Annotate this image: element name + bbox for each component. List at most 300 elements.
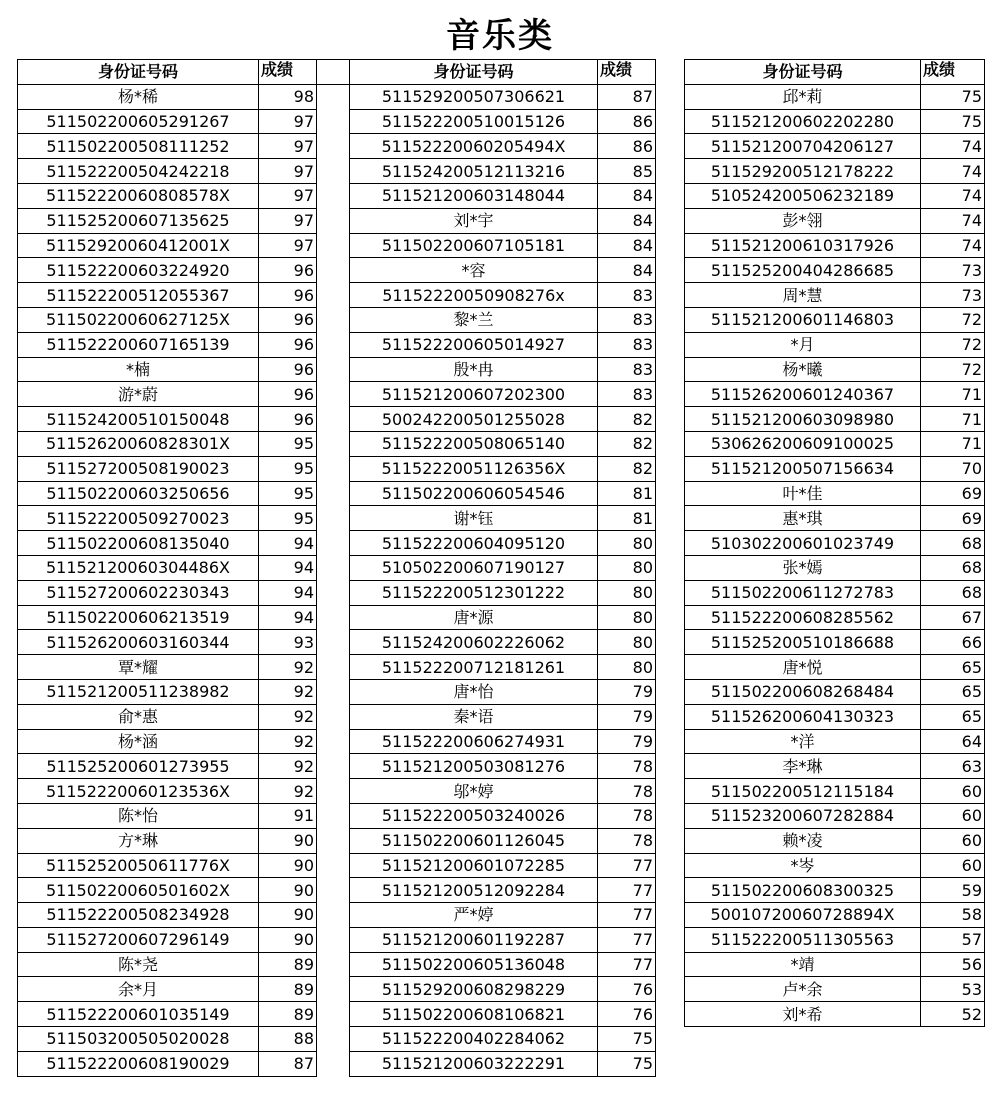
table-row [685,853,985,878]
column-gap [317,555,350,580]
table-row [350,134,656,159]
score-cell: 92 [259,754,317,779]
table-row [350,382,656,407]
column-gap [317,506,350,531]
id-cell: 511522200603224920 [18,258,259,283]
score-cell: 75 [598,1051,656,1076]
id-cell: 51152220051126356X [350,456,598,481]
table-row [18,84,350,109]
id-cell: *岑 [685,853,921,878]
table-row [350,580,656,605]
column-gap [317,754,350,779]
id-cell: 511521200603148044 [350,183,598,208]
score-cell: 52 [921,1002,985,1027]
id-cell: 511527200602230343 [18,580,259,605]
score-cell: 97 [259,109,317,134]
table-row [18,903,350,928]
id-cell: 唐*怡 [350,679,598,704]
table-row [18,283,350,308]
id-cell: 余*月 [18,977,259,1002]
id-cell: 511527200607296149 [18,927,259,952]
table-row [685,307,985,332]
score-table-2 [349,59,656,1077]
score-cell: 83 [598,332,656,357]
table-row [685,952,985,977]
score-cell: 89 [259,1002,317,1027]
table-row [350,208,656,233]
id-cell: 511522200512055367 [18,283,259,308]
id-cell: 51150220060501602X [18,878,259,903]
score-cell: 76 [598,1002,656,1027]
table-row [685,580,985,605]
score-cell: 89 [259,977,317,1002]
score-cell: 95 [259,506,317,531]
id-cell: 510302200601023749 [685,531,921,556]
table-row [18,704,350,729]
score-cell: 84 [598,183,656,208]
table-row [350,456,656,481]
id-cell: 彭*翎 [685,208,921,233]
table-row [350,1002,656,1027]
score-cell: 67 [921,605,985,630]
score-cell: 86 [598,134,656,159]
id-cell: 51152220050908276x [350,283,598,308]
id-cell: 殷*冉 [350,357,598,382]
score-cell: 80 [598,580,656,605]
score-cell: 94 [259,555,317,580]
id-cell: 511522200604095120 [350,531,598,556]
score-cell: 57 [921,927,985,952]
score-cell: 76 [598,977,656,1002]
table-row [350,605,656,630]
table-row [685,803,985,828]
id-cell: 511521200610317926 [685,233,921,258]
column-gap [317,977,350,1002]
score-cell: 83 [598,307,656,332]
id-cell: 51150220060627125X [18,307,259,332]
id-cell: 陈*怡 [18,803,259,828]
table-row [685,456,985,481]
table-row [685,357,985,382]
score-header: 成绩 [921,60,985,85]
score-cell: 79 [598,679,656,704]
id-cell: 511522200712181261 [350,655,598,680]
score-cell: 87 [259,1051,317,1076]
id-cell: 511527200508190023 [18,456,259,481]
id-cell: 陈*尧 [18,952,259,977]
id-header: 身份证号码 [350,60,598,85]
table-row [685,679,985,704]
id-cell: 俞*惠 [18,704,259,729]
table-row [350,1051,656,1076]
column-gap [317,704,350,729]
column-gap [317,952,350,977]
id-cell: 511522200508065140 [350,431,598,456]
table-row [685,183,985,208]
column-gap [317,853,350,878]
table-row [350,307,656,332]
id-cell: 511522200511305563 [685,927,921,952]
id-cell: 511503200505020028 [18,1027,259,1052]
id-cell: 511525200404286685 [685,258,921,283]
score-cell: 79 [598,729,656,754]
id-cell: 511521200601072285 [350,853,598,878]
score-cell: 80 [598,605,656,630]
id-cell: 511529200608298229 [350,977,598,1002]
score-table-3 [684,59,985,1027]
table-row [350,407,656,432]
id-cell: 惠*琪 [685,506,921,531]
score-cell: 84 [598,208,656,233]
column-gap [317,878,350,903]
column-gap [317,382,350,407]
score-cell: 94 [259,580,317,605]
column-gap [317,60,350,85]
table-row [18,357,350,382]
id-cell: 510524200506232189 [685,183,921,208]
score-cell: 84 [598,233,656,258]
id-cell: 511522200510015126 [350,109,598,134]
table-row [18,853,350,878]
table-row [350,332,656,357]
id-cell: 游*蔚 [18,382,259,407]
column-gap [317,456,350,481]
score-cell: 92 [259,655,317,680]
column-gap [317,481,350,506]
id-cell: 511502200608300325 [685,878,921,903]
score-cell: 64 [921,729,985,754]
table-row [18,754,350,779]
id-cell: 杨*曦 [685,357,921,382]
table-row [18,952,350,977]
id-cell: 511522200606274931 [350,729,598,754]
score-cell: 90 [259,903,317,928]
id-cell: 511521200602202280 [685,109,921,134]
score-cell: 70 [921,456,985,481]
score-cell: 71 [921,431,985,456]
score-cell: 90 [259,927,317,952]
id-cell: 方*琳 [18,828,259,853]
table-row [18,580,350,605]
id-cell: 511524200512113216 [350,159,598,184]
table-row [350,655,656,680]
score-cell: 80 [598,630,656,655]
id-cell: 511522200512301222 [350,580,598,605]
id-cell: *靖 [685,952,921,977]
table-row [18,977,350,1002]
id-cell: 51152220060123536X [18,779,259,804]
id-cell: 511521200601146803 [685,307,921,332]
id-cell: 511502200606213519 [18,605,259,630]
id-cell: 严*婷 [350,903,598,928]
score-cell: 75 [921,84,985,109]
score-cell: 85 [598,159,656,184]
id-cell: 谢*钰 [350,506,598,531]
id-cell: 510502200607190127 [350,555,598,580]
score-cell: 98 [259,84,317,109]
table-row [685,655,985,680]
table-row [350,878,656,903]
id-cell: 511526200603160344 [18,630,259,655]
table-row [350,927,656,952]
score-cell: 68 [921,531,985,556]
score-cell: 69 [921,481,985,506]
id-cell: 511521200601192287 [350,927,598,952]
table-row [685,555,985,580]
score-cell: 81 [598,506,656,531]
score-cell: 78 [598,779,656,804]
table-row [685,208,985,233]
score-cell: 78 [598,828,656,853]
score-cell: 97 [259,208,317,233]
column-gap [317,183,350,208]
id-cell: 511502200608135040 [18,531,259,556]
table-row [18,878,350,903]
column-gap [317,431,350,456]
column-gap [317,803,350,828]
id-cell: 511525200601273955 [18,754,259,779]
table-row [350,506,656,531]
table-row [685,109,985,134]
table-row [350,803,656,828]
table-row [685,903,985,928]
score-cell: 82 [598,456,656,481]
table-row [18,655,350,680]
id-cell: 唐*悦 [685,655,921,680]
table-row [685,630,985,655]
id-cell: *楠 [18,357,259,382]
score-cell: 60 [921,853,985,878]
column-gap [317,109,350,134]
score-cell: 96 [259,382,317,407]
id-cell: 511521200603098980 [685,407,921,432]
score-cell: 75 [598,1027,656,1052]
table-row [685,332,985,357]
score-cell: 74 [921,159,985,184]
score-cell: 74 [921,183,985,208]
table-row [685,704,985,729]
id-cell: 511502200606054546 [350,481,598,506]
table-row [18,109,350,134]
id-cell: 511522200605014927 [350,332,598,357]
table-row [350,1027,656,1052]
score-cell: 90 [259,828,317,853]
id-cell: 卢*余 [685,977,921,1002]
id-cell: 唐*源 [350,605,598,630]
score-cell: 88 [259,1027,317,1052]
id-cell: *洋 [685,729,921,754]
score-cell: 74 [921,233,985,258]
table-row [18,605,350,630]
id-header: 身份证号码 [685,60,921,85]
column-gap [317,828,350,853]
id-cell: 511522200608285562 [685,605,921,630]
score-cell: 79 [598,704,656,729]
score-cell: 95 [259,456,317,481]
id-cell: 51152220060808578X [18,183,259,208]
id-cell: 511502200603250656 [18,481,259,506]
table-row [350,431,656,456]
table-row [18,481,350,506]
score-cell: 65 [921,704,985,729]
score-cell: 92 [259,729,317,754]
table-row [685,754,985,779]
table-row [18,927,350,952]
column-gap [317,531,350,556]
score-cell: 95 [259,481,317,506]
table-row [18,803,350,828]
table-row [18,779,350,804]
score-cell: 87 [598,84,656,109]
id-cell: 51152620060828301X [18,431,259,456]
table-row [18,307,350,332]
id-cell: 张*嫣 [685,555,921,580]
column-gap [317,159,350,184]
table-row [18,555,350,580]
table-row [685,283,985,308]
score-cell: 59 [921,878,985,903]
score-cell: 90 [259,878,317,903]
table-row [685,779,985,804]
score-cell: 94 [259,531,317,556]
id-cell: 51152220060205494X [350,134,598,159]
id-cell: 511522200402284062 [350,1027,598,1052]
score-cell: 77 [598,903,656,928]
id-header: 身份证号码 [18,60,259,85]
table-row [350,555,656,580]
id-cell: 邱*莉 [685,84,921,109]
score-cell: 65 [921,655,985,680]
table-row [685,159,985,184]
score-cell: 96 [259,407,317,432]
table-row [18,159,350,184]
id-cell: 51152920060412001X [18,233,259,258]
score-cell: 72 [921,332,985,357]
id-cell: 511521200704206127 [685,134,921,159]
table-row [18,431,350,456]
score-cell: 77 [598,853,656,878]
table-row [350,704,656,729]
score-cell: 97 [259,183,317,208]
column-gap [317,283,350,308]
table-row [685,977,985,1002]
score-cell: 80 [598,555,656,580]
score-cell: 96 [259,357,317,382]
id-cell: 杨*稀 [18,84,259,109]
score-cell: 82 [598,431,656,456]
id-cell: 511525200607135625 [18,208,259,233]
column-gap [317,679,350,704]
score-cell: 96 [259,332,317,357]
id-cell: 叶*佳 [685,481,921,506]
id-cell: 511521200607202300 [350,382,598,407]
id-cell: 511502200611272783 [685,580,921,605]
id-cell: 邬*婷 [350,779,598,804]
id-cell: 511521200603222291 [350,1051,598,1076]
score-cell: 97 [259,134,317,159]
table-row [18,679,350,704]
score-cell: 73 [921,258,985,283]
score-cell: 72 [921,357,985,382]
id-cell: *容 [350,258,598,283]
score-cell: 91 [259,803,317,828]
id-cell: 秦*语 [350,704,598,729]
table-row [18,506,350,531]
table-row [350,630,656,655]
id-cell: 511522200508234928 [18,903,259,928]
score-cell: 77 [598,927,656,952]
column-gap [317,630,350,655]
score-cell: 60 [921,803,985,828]
table-row [350,779,656,804]
column-gap [317,655,350,680]
score-cell: 56 [921,952,985,977]
score-cell: 83 [598,283,656,308]
table-row [350,183,656,208]
table-row [18,1051,350,1076]
table-row [350,853,656,878]
table-row [350,531,656,556]
table-row [685,605,985,630]
id-cell: 511502200608268484 [685,679,921,704]
table-row [685,1002,985,1027]
score-cell: 71 [921,382,985,407]
table-row [685,258,985,283]
table-row [350,159,656,184]
column-gap [317,407,350,432]
column-gap [317,208,350,233]
table-row [350,258,656,283]
score-cell: 92 [259,679,317,704]
id-cell: 51152120060304486X [18,555,259,580]
score-cell: 92 [259,779,317,804]
id-cell: 511522200601035149 [18,1002,259,1027]
id-cell: 覃*耀 [18,655,259,680]
id-cell: 511522200503240026 [350,803,598,828]
column-gap [317,1027,350,1052]
score-cell: 96 [259,258,317,283]
page-title: 音乐类 [446,16,554,56]
id-cell: 511502200508111252 [18,134,259,159]
column-gap [317,357,350,382]
table-row [18,208,350,233]
table-row [350,679,656,704]
score-cell: 74 [921,208,985,233]
score-cell: 69 [921,506,985,531]
score-cell: 75 [921,109,985,134]
table-row [685,431,985,456]
column-gap [317,258,350,283]
score-cell: 63 [921,754,985,779]
score-cell: 82 [598,407,656,432]
table-row [18,1002,350,1027]
id-cell: 511521200507156634 [685,456,921,481]
id-cell: 杨*涵 [18,729,259,754]
score-cell: 77 [598,878,656,903]
score-cell: 97 [259,233,317,258]
score-cell: 68 [921,555,985,580]
score-cell: 86 [598,109,656,134]
score-header: 成绩 [259,60,317,85]
id-cell: 511521200503081276 [350,754,598,779]
table-row [685,407,985,432]
table-row [685,233,985,258]
table-row [18,332,350,357]
table-row [18,183,350,208]
table-row [350,952,656,977]
id-cell: 赖*凌 [685,828,921,853]
column-gap [317,84,350,109]
